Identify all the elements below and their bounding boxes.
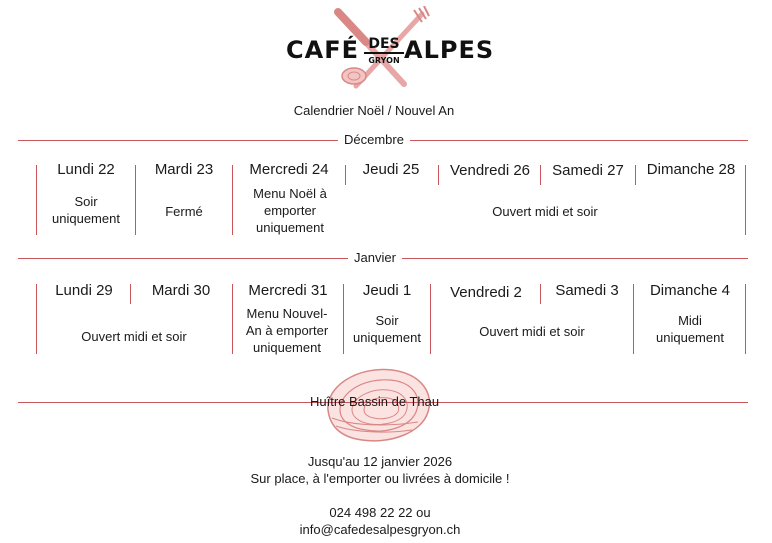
note-december-open: Ouvert midi et soir: [492, 204, 598, 219]
day-lundi-29: Lundi 29: [55, 282, 113, 299]
day-mardi-23: Mardi 23: [154, 161, 214, 178]
logo-word-cafe: CAFÉ: [286, 36, 359, 64]
note-mardi-23: Fermé: [165, 204, 203, 219]
day-samedi-27: Samedi 27: [552, 162, 624, 179]
footer-phone[interactable]: 024 498 22 22 ou: [329, 505, 431, 520]
day-vendredi-2: Vendredi 2: [450, 284, 522, 301]
note-january-open-a: Ouvert midi et soir: [81, 329, 187, 344]
january-tick: [36, 284, 37, 354]
logo-word-gryon: GRYON: [368, 56, 400, 65]
oyster-label: Huître Bassin de Thau: [310, 394, 440, 409]
note-dimanche-4: Midi uniquement: [656, 313, 724, 345]
january-tick: [430, 284, 431, 354]
day-jeudi-25: Jeudi 25: [362, 161, 420, 178]
page-subtitle: Calendrier Noël / Nouvel An: [293, 103, 455, 118]
december-tick: [438, 165, 439, 185]
day-mercredi-31: Mercredi 31: [248, 282, 328, 299]
logo-word-des: DES: [364, 36, 404, 54]
note-jeudi-1: Soir uniquement: [353, 313, 421, 345]
logo-word-alpes: ALPES: [404, 36, 495, 64]
day-dimanche-28: Dimanche 28: [646, 161, 736, 178]
day-samedi-3: Samedi 3: [555, 282, 619, 299]
day-vendredi-26: Vendredi 26: [449, 162, 531, 179]
note-mercredi-31: Menu Nouvel-An à emporter uniquement: [245, 306, 329, 355]
footer-email[interactable]: info@cafedesalpesgryon.ch: [299, 522, 461, 537]
day-dimanche-4: Dimanche 4: [649, 282, 731, 299]
footer-delivery: Sur place, à l'emporter ou livrées à domicile !: [250, 471, 510, 486]
day-jeudi-1: Jeudi 1: [362, 282, 412, 299]
december-tick: [36, 165, 37, 235]
december-tick: [135, 165, 136, 235]
december-tick: [540, 165, 541, 185]
day-mercredi-24: Mercredi 24: [249, 161, 329, 178]
footer-validity: Jusqu'au 12 janvier 2026: [307, 454, 453, 469]
day-lundi-22: Lundi 22: [57, 161, 115, 178]
january-label: Janvier: [348, 250, 402, 265]
note-january-open-b: Ouvert midi et soir: [479, 324, 585, 339]
december-tick: [232, 165, 233, 235]
day-mardi-30: Mardi 30: [151, 282, 211, 299]
note-lundi-22: Soir uniquement: [52, 194, 120, 226]
december-label: Décembre: [338, 132, 410, 147]
note-mercredi-24: Menu Noël à emporter uniquement: [253, 186, 327, 235]
january-tick: [232, 284, 233, 354]
